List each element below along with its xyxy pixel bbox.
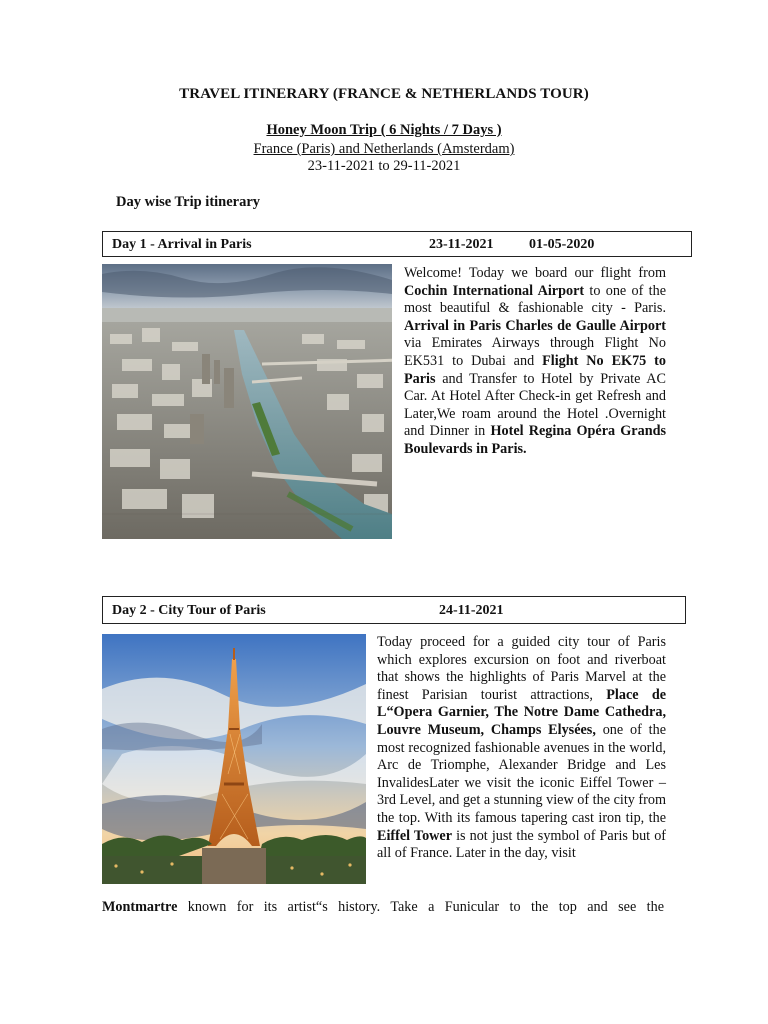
- day-1-text-run-7: Hotel Regina Opéra Grands Boulevards in Paris.: [404, 423, 667, 457]
- day-1-text-run-4: via Emirates Airways through Flight No EK531 to Dubai and: [404, 335, 666, 369]
- day-1-heading: Day 1 - Arrival in Paris: [112, 237, 252, 252]
- day-1-text-run-6: and Transfer to Hotel by Private AC Car. At Hotel After Check-in get Refresh and Later,We roam around the Hotel .Overnight and Dinner in: [404, 370, 666, 440]
- day-2-header-box: [102, 596, 686, 624]
- day-2-heading: Day 2 - City Tour of Paris: [112, 603, 266, 618]
- day-2-text-run-0: Today proceed for a guided city tour of Paris which explores excursion on foot and riverboat that shows the highlights of Paris Marvel at the finest Parisian tourist attractions,: [377, 634, 666, 703]
- day-1-text-run-3: Arrival in Paris Charles de Gaulle Airport: [404, 317, 666, 334]
- day-2-cont-run-0: Montmartre: [102, 899, 178, 915]
- day-1-header-box: [102, 231, 692, 257]
- day-2-description-continuation: [102, 899, 664, 916]
- paris-aerial-photo: [102, 264, 392, 539]
- day-2-text-run-1: Place de L“Opera Garnier, The Notre Dame Cathedra, Louvre Museum, Champs Elysées,: [377, 686, 667, 738]
- section-heading: Day wise Trip itinerary: [116, 194, 261, 210]
- eiffel-tower-photo: [102, 634, 366, 884]
- trip-subtitle: Honey Moon Trip ( 6 Nights / 7 Days ): [266, 122, 502, 138]
- day-2-text-run-3: Eiffel Tower: [377, 827, 453, 844]
- day-2-text-run-2: one of the most recognized fashionable avenues in the world, Arc de Triomphe, Alexander Bridge and Les InvalidesLater we visit the iconic Eiffel Tower – 3rd Level, and get a stunning view of the city from the top. With its famous tapering cast iron tip, the: [377, 721, 666, 826]
- day-1-text-run-0: Welcome! Today we board our flight from: [404, 265, 666, 281]
- day-2-cont-run-1: known for its artist“s history. Take a Funicular to the top and see the: [177, 899, 664, 915]
- day-1-date: 23-11-2021: [429, 237, 494, 252]
- day-1-text-run-2: to one of the most beautiful & fashionable city - Paris.: [404, 282, 667, 317]
- day-1-text-run-5: Flight No EK75 to Paris: [404, 352, 666, 387]
- day-1-description: [404, 265, 666, 459]
- document-title: TRAVEL ITINERARY (FRANCE & NETHERLANDS TOUR): [179, 86, 589, 102]
- trip-destinations: France (Paris) and Netherlands (Amsterdam): [253, 141, 515, 157]
- day-1-text-run-1: Cochin International Airport: [404, 282, 585, 299]
- day-2-date: 24-11-2021: [439, 603, 504, 618]
- trip-date-range: 23-11-2021 to 29-11-2021: [307, 158, 461, 174]
- day-2-description: [377, 634, 666, 863]
- day-2-text-run-4: is not just the symbol of Paris but of all of France. Later in the day, visit: [377, 827, 667, 862]
- day-1-alt-date: 01-05-2020: [529, 237, 595, 252]
